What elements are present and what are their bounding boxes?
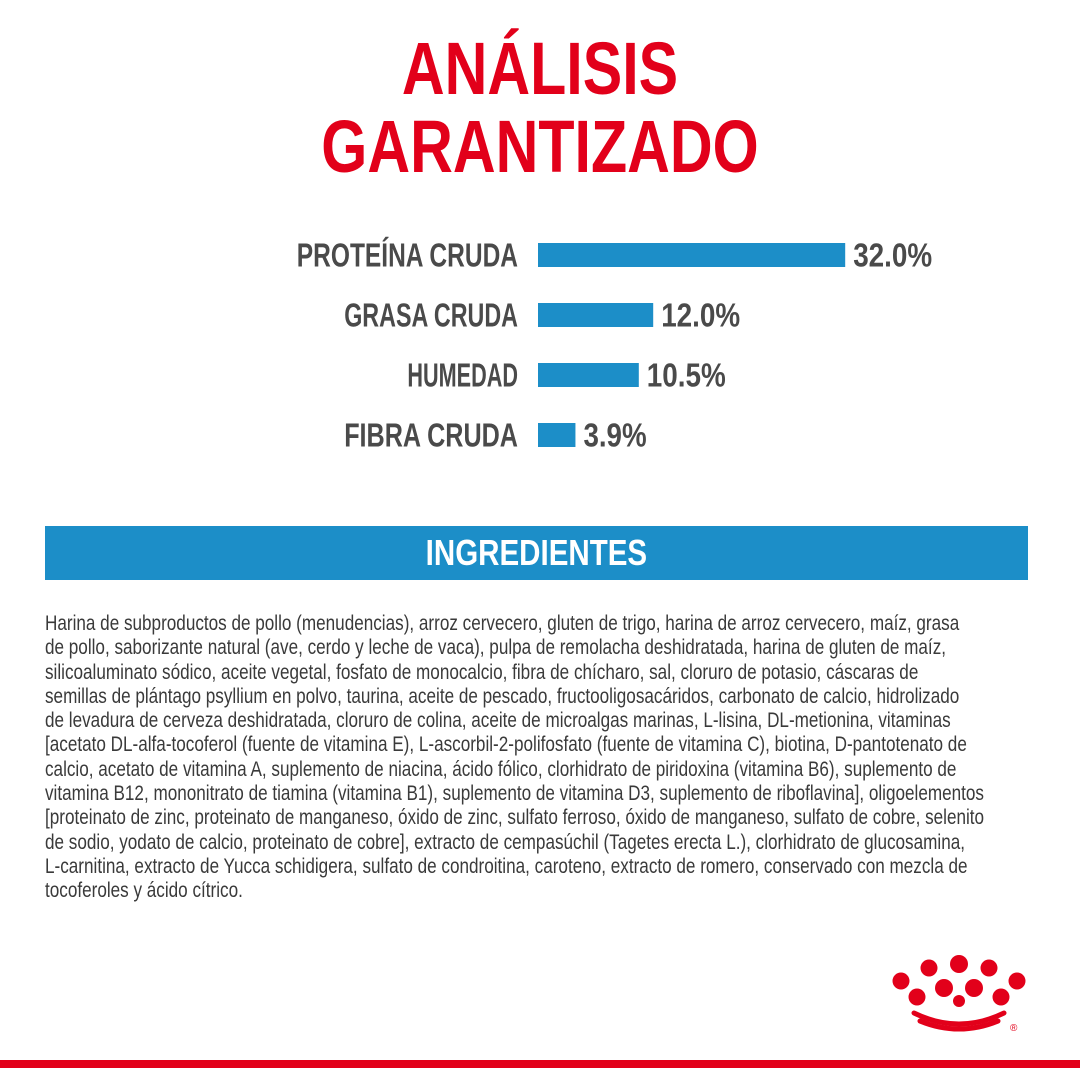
analysis-bar-chart — [0, 228, 1080, 478]
bar — [538, 243, 845, 267]
bar — [538, 363, 639, 387]
page-title — [108, 27, 972, 188]
ingredients-text — [45, 612, 1023, 904]
ingredients-header-band — [45, 526, 1028, 580]
registered-mark: ® — [1010, 1023, 1018, 1034]
bar — [538, 303, 653, 327]
ingredients-line: de pollo, saborizante natural (ave, cerdo y leche de vaca), pulpa de remolacha deshidratada, harina de gluten de maíz, — [45, 636, 947, 660]
ingredients-line: Harina de subproductos de pollo (menudencias), arroz cervecero, gluten de trigo, harina de arroz cervecero, maíz, grasa — [45, 612, 960, 635]
value-label: 12.0% — [661, 296, 741, 334]
ingredients-line: [acetato DL-alfa-tocoferol (fuente de vitamina E), L-ascorbil-2-polifosfato (fuente de vitamina C), biotina, D-pantotenato de — [45, 733, 967, 757]
crown-icon — [886, 955, 1032, 1037]
value-label: 32.0% — [853, 236, 933, 274]
category-label: HUMEDAD — [407, 356, 518, 394]
ingredients-line: de levadura de cerveza deshidratada, cloruro de colina, aceite de microalgas marinas, L-lisina, DL-metionina, vitaminas — [45, 709, 951, 733]
value-label: 3.9% — [583, 416, 647, 454]
ingredients-line: calcio, acetato de vitamina A, suplemento de niacina, ácido fólico, clorhidrato de piridoxina (vitamina B6), suplemento de — [45, 757, 957, 781]
ingredients-line: vitamina B12, mononitrato de tiamina (vitamina B1), suplemento de vitamina D3, suplemento de riboflavina], oligoelementos — [45, 782, 984, 806]
category-label: PROTEÍNA CRUDA — [296, 236, 518, 274]
category-label: GRASA CRUDA — [344, 296, 518, 334]
value-label: 10.5% — [646, 356, 726, 394]
bar — [538, 423, 575, 447]
title-line-1: ANÁLISIS — [401, 27, 679, 110]
title-line-2: GARANTIZADO — [321, 105, 759, 188]
category-label: FIBRA CRUDA — [344, 416, 518, 454]
ingredients-line: de sodio, yodato de calcio, proteinato de cobre], extracto de cempasúchil (Tagetes erecta L.), clorhidrato de glucosamina, — [45, 830, 965, 854]
ingredients-line: silicoaluminato sódico, aceite vegetal, fosfato de monocalcio, fibra de chícharo, sal, cloruro de potasio, cáscaras de — [45, 660, 919, 684]
ingredients-heading: INGREDIENTES — [425, 532, 648, 573]
ingredients-line: semillas de plántago psyllium en polvo, taurina, aceite de pescado, fructooligosacáridos, carbonato de calcio, hidrolizado — [45, 684, 960, 708]
bottom-brand-bar — [0, 1060, 1080, 1068]
ingredients-line: [proteinato de zinc, proteinato de manganeso, óxido de zinc, sulfato ferroso, óxido de manganeso, sulfato de cobre, selenito — [45, 806, 985, 830]
ingredients-line: tocoferoles y ácido cítrico. — [45, 879, 243, 903]
ingredients-line: L-carnitina, extracto de Yucca schidigera, sulfato de condroitina, caroteno, extracto de romero, conservado con mezcla de — [45, 854, 968, 878]
